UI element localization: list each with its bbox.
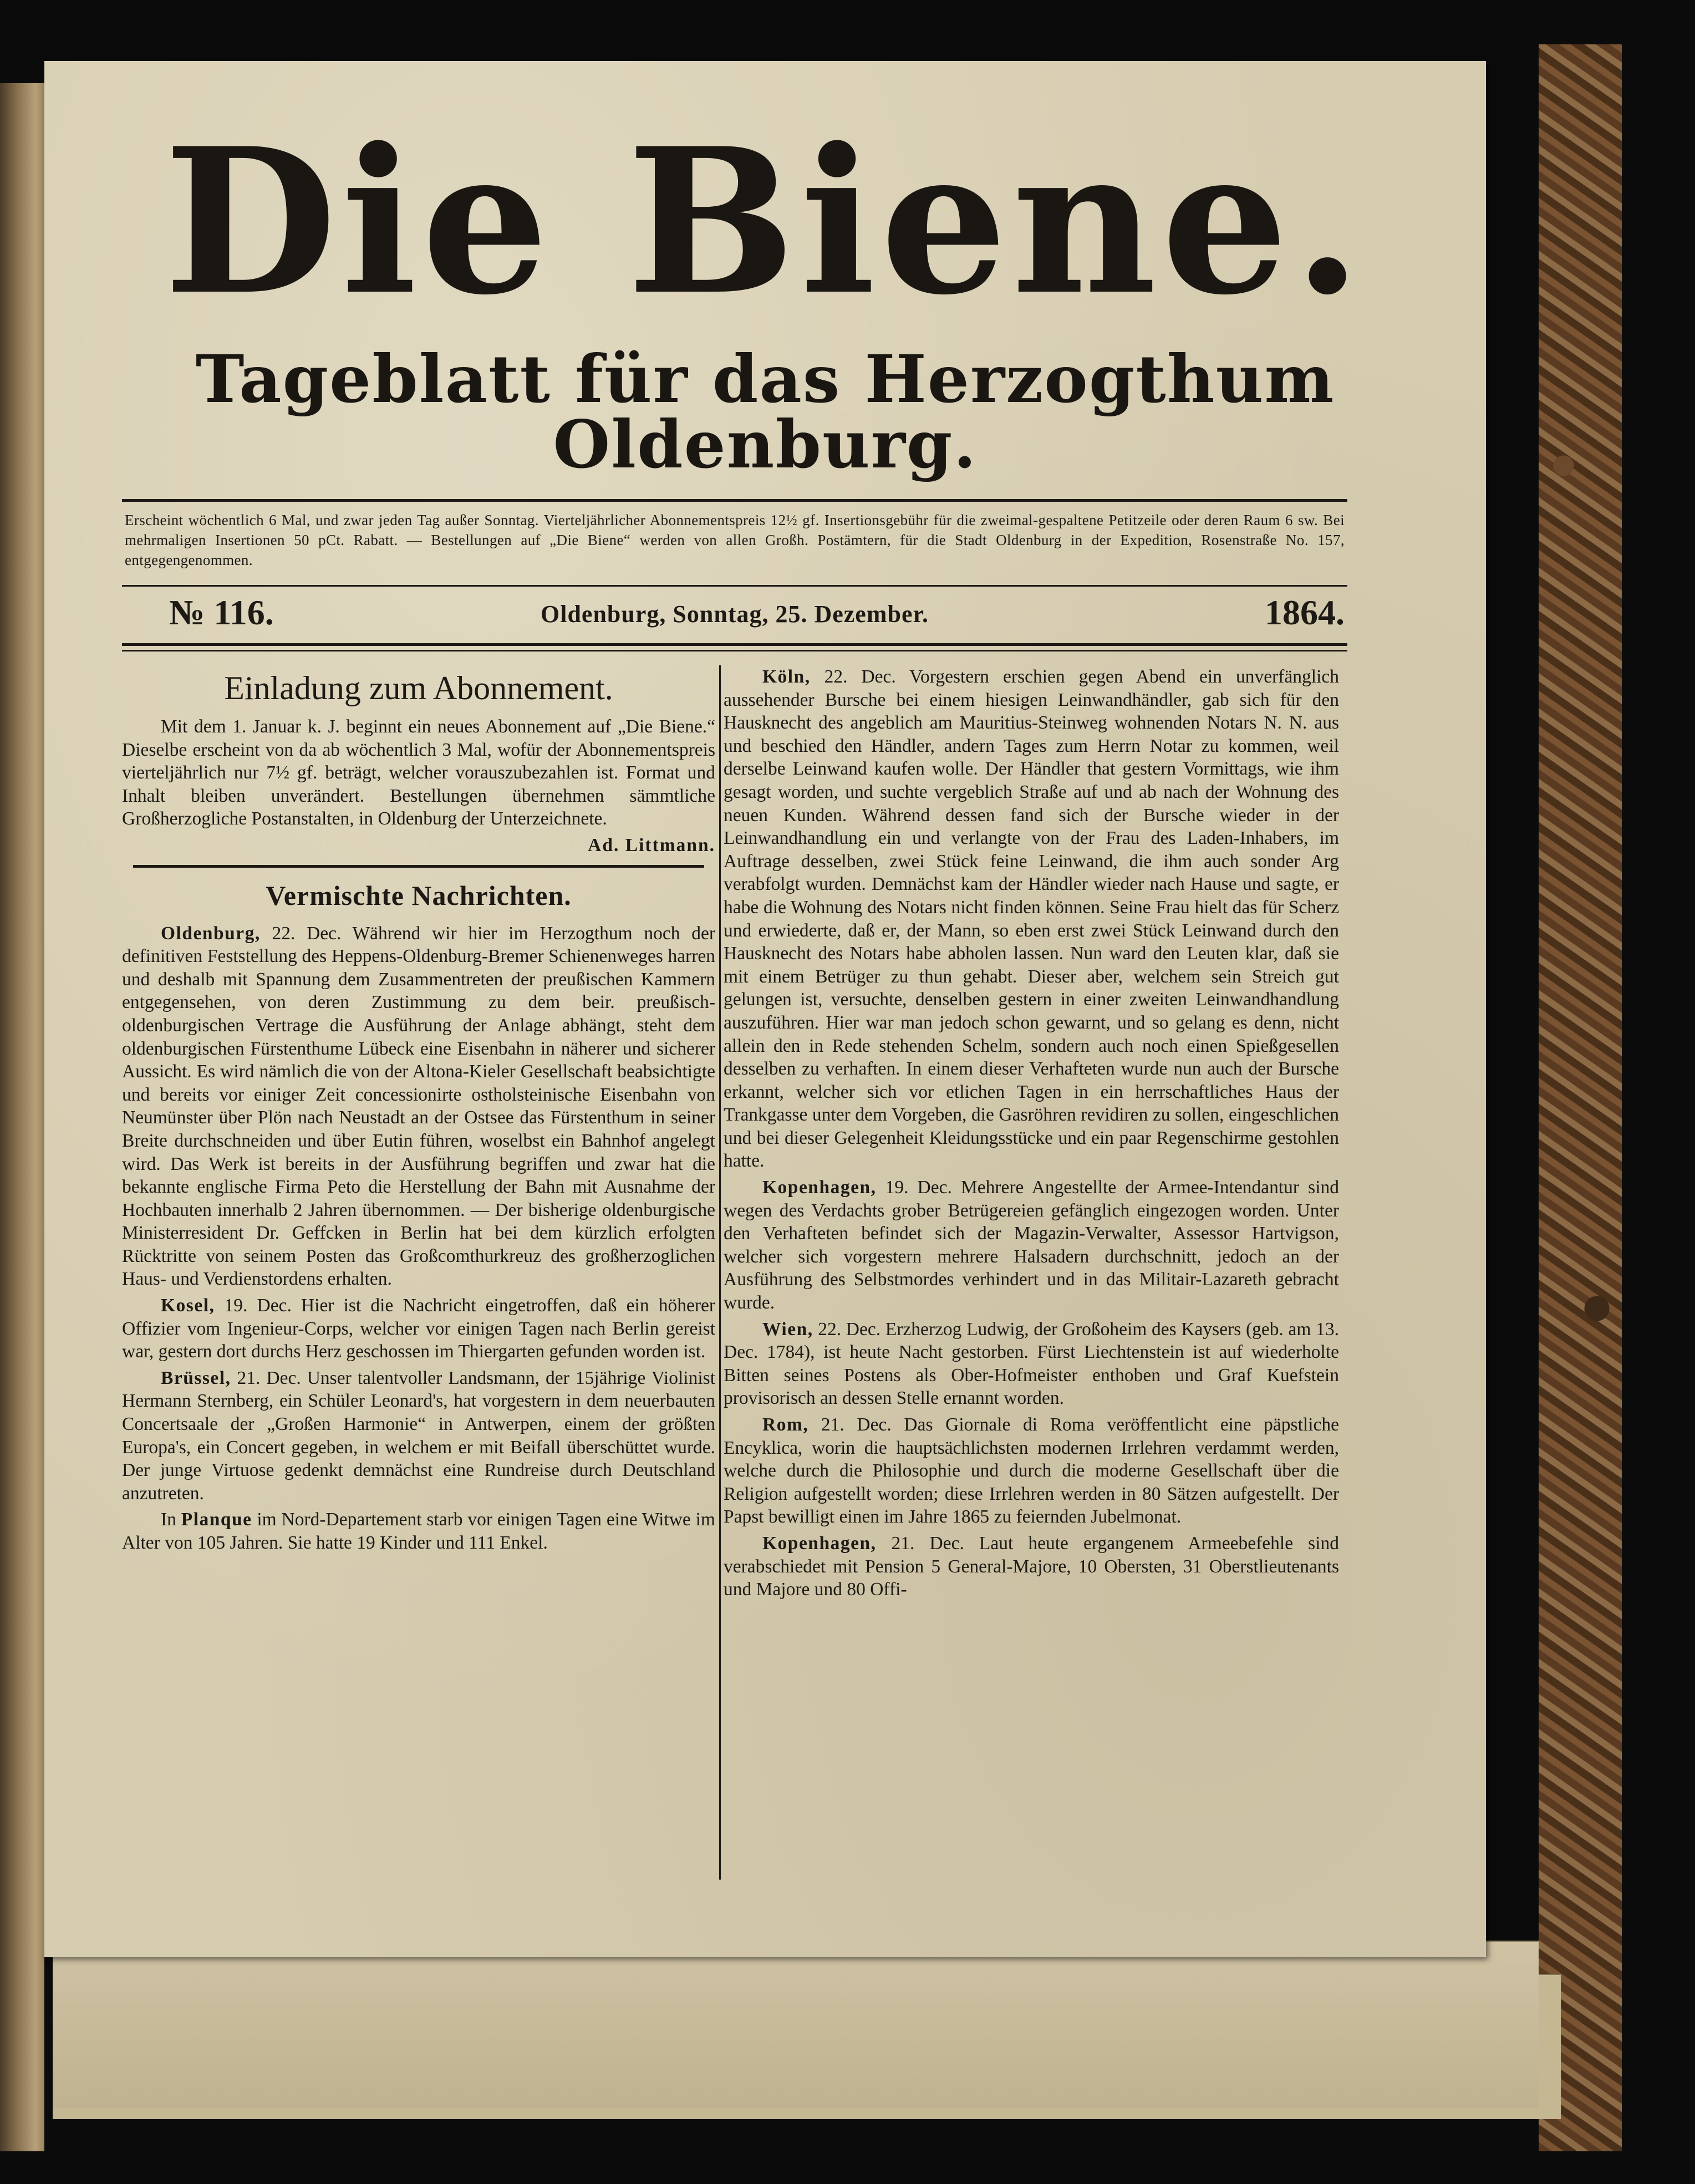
dateline-rule xyxy=(122,643,1347,646)
dateline-rule-thin xyxy=(122,650,1347,651)
article-place: Oldenburg, xyxy=(161,923,261,944)
article-text: im Nord-Departement starb vor einigen Tagen eine Witwe im Alter von 105 Jahren. Sie hatte 19 Kinder und 111 Enkel. xyxy=(122,1509,715,1553)
article xyxy=(122,1508,715,1554)
article xyxy=(724,1413,1339,1529)
article xyxy=(122,1294,715,1363)
article xyxy=(122,1367,715,1505)
article-text: 19. Dec. Mehrere Angestellte der Armee-Intendantur sind wegen des Verdachts grober Betrügereien gefänglich eingezogen worden. Unter den Verhafteten befindet sich der Magazin-Verwalter, Assessor Hartvigson, welcher sich vorgestern mehrere Halsadern durchschnitt, jedoch an der Ausführung des Selbstmordes verhindert und in das Militair-Lazareth gebracht wurde. xyxy=(724,1177,1340,1314)
issue-number: № 116. xyxy=(169,593,274,632)
article-place: Kopenhagen, xyxy=(762,1533,877,1554)
article-text: 22. Dec. Während wir hier im Herzogthum noch der definitiven Feststellung des Heppens-Oldenburg-Bremer Schienenweges harren und deshalb mit Spannung dem Zusammentreten der preußischen Kammern entgegensehen, von deren Zustimmung zu dem beir. preußisch-oldenburgischen Vertrage die Ausführung der Anlage abhängt, steht dem oldenburgischen Fürstenthume Lübeck eine Eisenbahn in näherer und sicherer Aussicht. Es wird nämlich die von der Altona-Kieler Gesellschaft beabsichtigte und bereits vor einiger Zeit concessionirte ostholsteinische Eisenbahn von Neumünster über Plön nach Neustadt an der Ostsee das Fürstenthum in seiner Breite durchschneiden und über Eutin führen, woselbst ein Bahnhof angelegt wird. Das Werk ist bereits in der Ausführung begriffen und zwar hat die bekannte englische Firma Peto die Herstellung der Bahn mit Ausnahme der Hochbauten innerhalb 2 Jahren übernommen. — Der bisherige oldenburgische Ministerresident Dr. Geffcken in Berlin hat bei dem kürzlich erfolgten Rücktritte von seinem Posten das Großcomthurkreuz des großherzoglichen Haus- und Verdienstordens erhalten. xyxy=(122,923,715,1290)
invitation-signature: Ad. Littmann. xyxy=(588,834,715,856)
newspaper-page xyxy=(44,61,1486,1957)
article-place: Rom, xyxy=(762,1414,809,1435)
book-cover-left xyxy=(0,83,44,2151)
left-column xyxy=(122,665,715,1558)
article xyxy=(724,1318,1339,1410)
right-column xyxy=(724,665,1339,1605)
article-text: 19. Dec. Hier ist die Nachricht eingetroffen, daß ein höherer Offizier vom Ingenieur-Corps, welcher vor einigen Tagen nach Berlin gereist war, gestern dort durchs Herz geschossen im Thiergarten gefunden worden ist. xyxy=(122,1295,716,1362)
info-rule xyxy=(122,585,1347,587)
subscription-info: Erscheint wöchentlich 6 Mal, und zwar jeden Tag außer Sonntag. Vierteljährlicher Abonnementspreis 12½ gf. Insertionsgebühr für die zweimal-gespaltene Petitzeile oder deren Raum 6 sw. Bei mehrmaligen Insertionen 50 pCt. Rabatt. — Bestellungen auf „Die Biene“ werden von allen Großh. Postämtern, für die Stadt Oldenburg in der Expedition, Rosenstraße No. 157, entgegengenommen. xyxy=(125,512,1345,568)
invitation-heading: Einladung zum Abonnement. xyxy=(224,670,613,706)
article xyxy=(122,922,715,1291)
marbled-cover-right xyxy=(1539,44,1622,2151)
article xyxy=(724,1532,1339,1601)
page-stack-edge xyxy=(53,1941,1539,2108)
article-place: Kosel, xyxy=(161,1295,215,1316)
masthead-rule xyxy=(122,499,1347,502)
article-place: Brüssel, xyxy=(161,1367,231,1388)
article-text: 21. Dec. Das Giornale di Roma veröffentlicht eine päpstliche Encyklica, worin die hauptsächlichsten modernen Irrlehren verdammt werden, welche durch die Philosophie und durch die moderne Gesellschaft über die Religion aufgestellt worden; diese Irrlehren werden in 80 Sätzen aufgestellt. Der Papst bewilligt einen im Jahre 1865 zu feiernden Jubelmonat. xyxy=(724,1414,1339,1528)
article xyxy=(724,665,1339,1173)
masthead-subtitle: Tageblatt für das Herzogthum Oldenburg. xyxy=(195,340,1335,483)
article-text: 22. Dec. Vorgestern erschien gegen Abend ein unverfänglich aussehender Bursche bei einem hiesigen Leinwandhändler, gab sich für den Hausknecht des angeblich am Mauritius-Steinweg wohnenden Notars N. N. aus und beschied den Händler, andern Tages zum Herrn Notar zu kommen, weil derselbe Leinwand kaufen wolle. Der Händler that gestern Vormittags, wie ihm gesagt worden, und suchte vergeblich Straße auf und ab nach der Wohnung des neuen Kunden. Während dessen fand sich der Bursche wieder in der Leinwandhandlung ein und verlangte von der Frau des Laden-Inhabers, im Auftrage desselben, zwei Stück feine Leinwand, die ihm auch sonder Arg verabfolgt wurden. Demnächst kam der Händler wieder nach Hause und sagte, er habe die Wohnung des Notars nicht finden können. Seine Frau hielt das für Scherz und erwiederte, daß er, der Mann, so eben erst zwei Stück Leinwand durch den Hausknecht des Notars habe abholen lassen. Nun ward den Leuten klar, daß sie mit einem Betrüger zu thun gehabt. Dieser aber, welchem sein Streich gut gelungen ist, versuchte, denselben gestern in einer zweiten Leinwandhandlung auszuführen. Hier war man jedoch schon gewarnt, und so gelang es denn, nicht allein den in Rede stehenden Schelm, sondern auch noch einen Spießgesellen desselben zu verhaften. In einem dieser Verhafteten wurde nun auch der Bursche erkannt, welcher sich vor etlichen Tagen in ein herrschaftliches Haus der Trankgasse unter dem Vorgeben, die Gasröhren revidiren zu sollen, eingeschlichen und bei dieser Gelegenheit Kleidungsstücke und ein paar Regenschirme gestohlen hatte. xyxy=(724,666,1339,1172)
article-lead: In xyxy=(161,1509,176,1530)
place-and-date: Oldenburg, Sonntag, 25. Dezember. xyxy=(541,600,929,628)
article-text: 21. Dec. Laut heute ergangenem Armeebefehle sind verabschiedet mit Pension 5 General-Majore, 10 Obersten, 31 Oberstlieutenants und Majore und 80 Offi- xyxy=(724,1533,1339,1600)
issue-year: 1864. xyxy=(1265,593,1345,632)
column-divider xyxy=(719,665,721,1880)
article xyxy=(724,1176,1339,1315)
dateline xyxy=(125,592,1345,637)
section-separator xyxy=(133,865,704,868)
article-place: Kopenhagen, xyxy=(762,1177,877,1198)
article-place: Planque xyxy=(181,1509,252,1530)
masthead-title: Die Biene. xyxy=(164,104,1367,339)
section-heading: Vermischte Nachrichten. xyxy=(266,879,572,911)
article-text: 22. Dec. Erzherzog Ludwig, der Großoheim des Kaysers (geb. am 13. Dec. 1784), ist heute Nacht gestorben. Fürst Liechtenstein ist auf wiederholte Bitten seines Postens als Ober-Hofmeister enthoben und Graf Kuefstein provisorisch an dessen Stelle ernannt worden. xyxy=(724,1318,1339,1409)
article-place: Köln, xyxy=(762,666,811,687)
article-text: 21. Dec. Unser talentvoller Landsmann, der 15jährige Violinist Hermann Sternberg, ein Schüler Leonard's, hat vorgestern in dem neuerbauten Concertsaale der „Großen Harmonie“ in Antwerpen, einem der größten Europa's, ein Concert gegeben, in welchem er mit Beifall überschüttet wurde. Der junge Virtuose gedenkt demnächst eine Rundreise durch Deutschland anzutreten. xyxy=(122,1367,716,1504)
invitation-text: Mit dem 1. Januar k. J. beginnt ein neues Abonnement auf „Die Biene.“ Dieselbe erscheint von da ab wöchentlich 3 Mal, wofür der Abonnementspreis vierteljährlich nur 7½ gf. beträgt, welcher vorauszubezahlen ist. Format und Inhalt bleiben unverändert. Bestellungen übernehmen sämmtliche Großherzogliche Postanstalten, in Oldenburg der Unterzeichnete. xyxy=(122,716,715,829)
article-place: Wien, xyxy=(762,1318,813,1340)
